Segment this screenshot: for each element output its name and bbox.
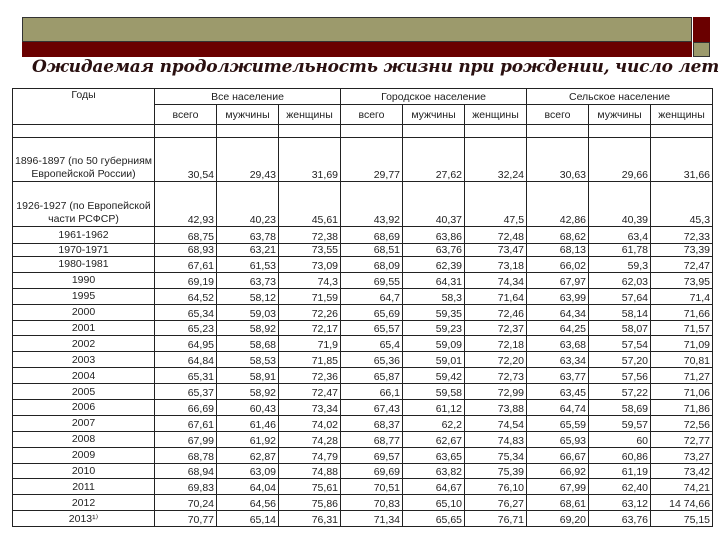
table-row	[13, 257, 713, 273]
table-row	[13, 352, 713, 368]
value-cell: 47,5	[465, 182, 527, 227]
banner-square-olive	[693, 42, 710, 57]
value-cell: 70,51	[341, 479, 403, 495]
value-cell: 73,09	[279, 257, 341, 273]
value-cell: 65,31	[155, 368, 217, 384]
value-cell: 75,86	[279, 495, 341, 511]
value-cell: 74,79	[279, 447, 341, 463]
value-cell: 65,34	[155, 304, 217, 320]
value-cell: 64,84	[155, 352, 217, 368]
value-cell: 68,93	[155, 244, 217, 257]
value-cell: 65,57	[341, 320, 403, 336]
value-cell: 42,93	[155, 182, 217, 227]
value-cell: 65,36	[341, 352, 403, 368]
column-header: мужчины	[217, 105, 279, 125]
value-cell: 72,33	[651, 227, 713, 244]
value-cell: 72,18	[465, 336, 527, 352]
value-cell: 74,83	[465, 431, 527, 447]
value-cell: 73,47	[465, 244, 527, 257]
value-cell: 65,59	[527, 415, 589, 431]
value-cell: 65,10	[403, 495, 465, 511]
value-cell: 64,74	[527, 400, 589, 416]
value-cell: 75,15	[651, 511, 713, 527]
value-cell: 64,34	[527, 304, 589, 320]
value-cell: 70,81	[651, 352, 713, 368]
value-cell: 63,99	[527, 288, 589, 304]
value-cell: 72,20	[465, 352, 527, 368]
value-cell: 67,99	[527, 479, 589, 495]
value-cell: 64,52	[155, 288, 217, 304]
table-row	[13, 304, 713, 320]
value-cell: 72,48	[465, 227, 527, 244]
value-cell: 60,43	[217, 400, 279, 416]
value-cell: 63,12	[589, 495, 651, 511]
value-cell: 71,57	[651, 320, 713, 336]
value-cell: 68,94	[155, 463, 217, 479]
value-cell: 72,73	[465, 368, 527, 384]
table-row	[13, 272, 713, 288]
value-cell: 68,51	[341, 244, 403, 257]
value-cell: 75,39	[465, 463, 527, 479]
value-cell: 71,4	[651, 288, 713, 304]
value-cell: 14 74,66	[651, 495, 713, 511]
column-header: женщины	[465, 105, 527, 125]
value-cell: 64,95	[155, 336, 217, 352]
value-cell: 71,66	[651, 304, 713, 320]
year-cell: 1926-1927 (по Европейской части РСФСР)	[13, 182, 155, 227]
value-cell: 65,23	[155, 320, 217, 336]
value-cell: 59,57	[589, 415, 651, 431]
value-cell: 59,23	[403, 320, 465, 336]
banner-olive-bar	[22, 17, 692, 42]
value-cell: 74,02	[279, 415, 341, 431]
column-header: мужчины	[589, 105, 651, 125]
value-cell: 72,47	[651, 257, 713, 273]
header-banner	[22, 17, 692, 57]
value-cell: 70,77	[155, 511, 217, 527]
value-cell: 69,83	[155, 479, 217, 495]
value-cell: 65,14	[217, 511, 279, 527]
value-cell: 61,46	[217, 415, 279, 431]
value-cell: 59,09	[403, 336, 465, 352]
value-cell: 32,24	[465, 138, 527, 182]
table-row	[13, 227, 713, 244]
year-cell: 1961-1962	[13, 227, 155, 244]
value-cell: 72,17	[279, 320, 341, 336]
value-cell: 73,27	[651, 447, 713, 463]
value-cell: 62,39	[403, 257, 465, 273]
column-header: мужчины	[403, 105, 465, 125]
value-cell: 62,67	[403, 431, 465, 447]
value-cell: 74,3	[279, 272, 341, 288]
slide-title: Ожидаемая продолжительность жизни при рождении, число лет	[32, 57, 720, 77]
value-cell: 72,99	[465, 384, 527, 400]
value-cell: 73,88	[465, 400, 527, 416]
value-cell: 65,69	[341, 304, 403, 320]
value-cell: 72,37	[465, 320, 527, 336]
value-cell: 71,64	[465, 288, 527, 304]
value-cell: 64,31	[403, 272, 465, 288]
value-cell: 71,59	[279, 288, 341, 304]
year-cell: 2003	[13, 352, 155, 368]
year-cell: 2006	[13, 400, 155, 416]
value-cell: 65,37	[155, 384, 217, 400]
value-cell: 58,07	[589, 320, 651, 336]
year-cell: 2008	[13, 431, 155, 447]
banner-maroon-bar	[22, 42, 692, 57]
table-row	[13, 463, 713, 479]
value-cell: 43,92	[341, 182, 403, 227]
value-cell: 63,77	[527, 368, 589, 384]
value-cell: 68,62	[527, 227, 589, 244]
table-row	[13, 182, 713, 227]
value-cell: 74,28	[279, 431, 341, 447]
value-cell: 72,47	[279, 384, 341, 400]
value-cell: 71,06	[651, 384, 713, 400]
value-cell: 69,55	[341, 272, 403, 288]
group-header-rural: Сельское население	[527, 89, 713, 105]
value-cell: 29,66	[589, 138, 651, 182]
value-cell: 71,27	[651, 368, 713, 384]
value-cell: 62,40	[589, 479, 651, 495]
value-cell: 42,86	[527, 182, 589, 227]
value-cell: 58,12	[217, 288, 279, 304]
value-cell: 45,3	[651, 182, 713, 227]
year-cell: 1995	[13, 288, 155, 304]
value-cell: 63,86	[403, 227, 465, 244]
value-cell: 74,88	[279, 463, 341, 479]
value-cell: 69,57	[341, 447, 403, 463]
value-cell: 68,77	[341, 431, 403, 447]
value-cell: 30,63	[527, 138, 589, 182]
year-cell: 2000	[13, 304, 155, 320]
value-cell: 29,43	[217, 138, 279, 182]
value-cell: 65,65	[403, 511, 465, 527]
value-cell: 63,65	[403, 447, 465, 463]
value-cell: 58,91	[217, 368, 279, 384]
column-header: всего	[155, 105, 217, 125]
value-cell: 63,76	[403, 244, 465, 257]
value-cell: 69,69	[341, 463, 403, 479]
year-cell: 2007	[13, 415, 155, 431]
value-cell: 29,77	[341, 138, 403, 182]
value-cell: 68,69	[341, 227, 403, 244]
value-cell: 61,19	[589, 463, 651, 479]
value-cell: 61,53	[217, 257, 279, 273]
value-cell: 60	[589, 431, 651, 447]
value-cell: 64,04	[217, 479, 279, 495]
value-cell: 67,61	[155, 257, 217, 273]
value-cell: 68,09	[341, 257, 403, 273]
value-cell: 59,58	[403, 384, 465, 400]
value-cell: 61,12	[403, 400, 465, 416]
table-row	[13, 479, 713, 495]
column-header: женщины	[651, 105, 713, 125]
value-cell: 57,22	[589, 384, 651, 400]
value-cell: 75,34	[465, 447, 527, 463]
value-cell: 63,68	[527, 336, 589, 352]
value-cell: 65,93	[527, 431, 589, 447]
value-cell: 71,86	[651, 400, 713, 416]
value-cell: 59,03	[217, 304, 279, 320]
value-cell: 67,97	[527, 272, 589, 288]
value-cell: 57,54	[589, 336, 651, 352]
value-cell: 71,85	[279, 352, 341, 368]
value-cell: 73,39	[651, 244, 713, 257]
value-cell: 63,09	[217, 463, 279, 479]
value-cell: 57,64	[589, 288, 651, 304]
value-cell: 59,3	[589, 257, 651, 273]
value-cell: 66,67	[527, 447, 589, 463]
value-cell: 64,7	[341, 288, 403, 304]
value-cell: 72,38	[279, 227, 341, 244]
year-cell: 2004	[13, 368, 155, 384]
value-cell: 60,86	[589, 447, 651, 463]
table-row	[13, 336, 713, 352]
value-cell: 58,92	[217, 320, 279, 336]
table-row	[13, 384, 713, 400]
value-cell: 72,77	[651, 431, 713, 447]
table-row	[13, 447, 713, 463]
value-cell: 63,45	[527, 384, 589, 400]
value-cell: 63,73	[217, 272, 279, 288]
value-cell: 57,56	[589, 368, 651, 384]
table-row	[13, 244, 713, 257]
value-cell: 27,62	[403, 138, 465, 182]
value-cell: 31,69	[279, 138, 341, 182]
table-row	[13, 288, 713, 304]
value-cell: 67,61	[155, 415, 217, 431]
value-cell: 72,46	[465, 304, 527, 320]
value-cell: 69,20	[527, 511, 589, 527]
year-cell: 1896-1897 (по 50 губерниям Европейской России)	[13, 138, 155, 182]
value-cell: 63,78	[217, 227, 279, 244]
value-cell: 63,21	[217, 244, 279, 257]
value-cell: 63,34	[527, 352, 589, 368]
value-cell: 63,4	[589, 227, 651, 244]
value-cell: 62,2	[403, 415, 465, 431]
column-header: всего	[527, 105, 589, 125]
years-header: Годы	[13, 89, 155, 125]
value-cell: 70,24	[155, 495, 217, 511]
value-cell: 30,54	[155, 138, 217, 182]
year-cell: 2010	[13, 463, 155, 479]
value-cell: 66,02	[527, 257, 589, 273]
value-cell: 31,66	[651, 138, 713, 182]
value-cell: 61,78	[589, 244, 651, 257]
value-cell: 62,03	[589, 272, 651, 288]
year-cell: 2009	[13, 447, 155, 463]
table-row	[13, 368, 713, 384]
value-cell: 59,35	[403, 304, 465, 320]
value-cell: 73,42	[651, 463, 713, 479]
value-cell: 64,25	[527, 320, 589, 336]
value-cell: 67,43	[341, 400, 403, 416]
value-cell: 58,68	[217, 336, 279, 352]
column-header: всего	[341, 105, 403, 125]
value-cell: 69,19	[155, 272, 217, 288]
value-cell: 40,39	[589, 182, 651, 227]
value-cell: 58,53	[217, 352, 279, 368]
life-expectancy-table	[12, 88, 713, 527]
year-cell: 2012	[13, 495, 155, 511]
value-cell: 74,54	[465, 415, 527, 431]
table-row	[13, 400, 713, 416]
value-cell: 76,10	[465, 479, 527, 495]
table-row	[13, 495, 713, 511]
year-cell: 2001	[13, 320, 155, 336]
value-cell: 74,34	[465, 272, 527, 288]
value-cell: 58,3	[403, 288, 465, 304]
value-cell: 73,95	[651, 272, 713, 288]
year-cell: 2005	[13, 384, 155, 400]
year-cell: 1980-1981	[13, 257, 155, 273]
value-cell: 65,4	[341, 336, 403, 352]
group-header-all: Все население	[155, 89, 341, 105]
value-cell: 72,26	[279, 304, 341, 320]
value-cell: 63,82	[403, 463, 465, 479]
table-row	[13, 511, 713, 527]
year-cell: 2013¹⁾	[13, 511, 155, 527]
value-cell: 63,76	[589, 511, 651, 527]
value-cell: 40,23	[217, 182, 279, 227]
value-cell: 58,69	[589, 400, 651, 416]
value-cell: 72,56	[651, 415, 713, 431]
value-cell: 64,56	[217, 495, 279, 511]
banner-square-maroon	[693, 17, 710, 42]
value-cell: 61,92	[217, 431, 279, 447]
value-cell: 67,99	[155, 431, 217, 447]
value-cell: 68,75	[155, 227, 217, 244]
value-cell: 64,67	[403, 479, 465, 495]
table-row	[13, 320, 713, 336]
value-cell: 73,34	[279, 400, 341, 416]
value-cell: 68,37	[341, 415, 403, 431]
year-cell: 1970-1971	[13, 244, 155, 257]
year-cell: 2011	[13, 479, 155, 495]
table-row	[13, 431, 713, 447]
value-cell: 75,61	[279, 479, 341, 495]
value-cell: 40,37	[403, 182, 465, 227]
value-cell: 58,14	[589, 304, 651, 320]
value-cell: 70,83	[341, 495, 403, 511]
table-row	[13, 138, 713, 182]
value-cell: 58,92	[217, 384, 279, 400]
value-cell: 76,71	[465, 511, 527, 527]
value-cell: 57,20	[589, 352, 651, 368]
value-cell: 71,09	[651, 336, 713, 352]
value-cell: 72,36	[279, 368, 341, 384]
value-cell: 68,61	[527, 495, 589, 511]
value-cell: 59,01	[403, 352, 465, 368]
value-cell: 66,92	[527, 463, 589, 479]
value-cell: 76,31	[279, 511, 341, 527]
year-cell: 1990	[13, 272, 155, 288]
column-header: женщины	[279, 105, 341, 125]
value-cell: 66,69	[155, 400, 217, 416]
value-cell: 76,27	[465, 495, 527, 511]
value-cell: 73,55	[279, 244, 341, 257]
value-cell: 68,13	[527, 244, 589, 257]
year-cell: 2002	[13, 336, 155, 352]
value-cell: 68,78	[155, 447, 217, 463]
value-cell: 66,1	[341, 384, 403, 400]
value-cell: 74,21	[651, 479, 713, 495]
value-cell: 71,9	[279, 336, 341, 352]
value-cell: 45,61	[279, 182, 341, 227]
value-cell: 59,42	[403, 368, 465, 384]
group-header-urban: Городское население	[341, 89, 527, 105]
value-cell: 65,87	[341, 368, 403, 384]
table-row	[13, 415, 713, 431]
value-cell: 71,34	[341, 511, 403, 527]
value-cell: 62,87	[217, 447, 279, 463]
value-cell: 73,18	[465, 257, 527, 273]
